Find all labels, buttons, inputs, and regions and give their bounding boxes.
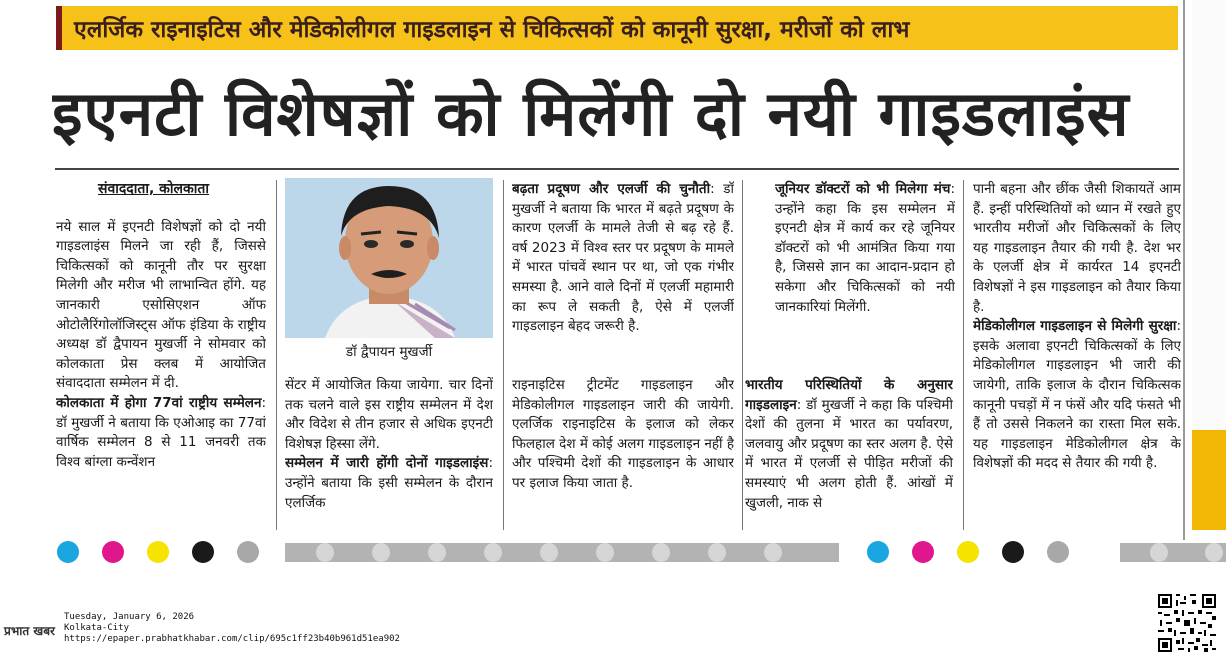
paragraph-text: : उन्होंने कहा कि इस सम्मेलन में इएनटी क्षेत्र में कार्य कर रहे जूनियर डॉक्टरों को भी आमंत्रित किया गया है, जिससे ज्ञान का आदान-प्रदान हो सकेगा और चिकित्सकों को नयी जानकारियां मिलेंगी. <box>775 181 955 315</box>
registration-notch <box>1205 543 1223 562</box>
registration-dot-black <box>192 541 214 563</box>
column-divider <box>963 180 964 530</box>
paragraph <box>745 376 953 513</box>
paragraph-text: : डॉ मुखर्जी ने कहा कि पश्चिमी देशों की तुलना में भारत का पर्यावरण, जलवायु और प्रदूषण का स्तर अलग है. ऐसे में भारत में एलर्जी से पीड़ित मरीजों की समस्याएं भी अलग होती हैं. आंखों में खुजली, नाक से <box>745 396 953 511</box>
paragraph: राइनाइटिस ट्रीटमेंट गाइडलाइन और मेडिकोलीगल गाइडलाइन जारी की जायेगी. एलर्जिक राइनाइटिस के इलाज को लेकर फिलहाल देश में कोई अलग गाइडलाइन नहीं है और पश्चिमी देशों की गाइडलाइन के आधार पर इलाज किया जाता है. <box>512 377 734 491</box>
registration-dot-magenta <box>912 541 934 563</box>
qr-code[interactable] <box>1156 592 1218 654</box>
paragraph: सेंटर में आयोजित किया जायेगा. चार दिनों तक चलने वाले इस राष्ट्रीय सम्मेलन में देश और विदेश से तीन हजार से अधिक इएनटी विशेषज्ञ हिस्सा लेंगे. <box>285 377 493 452</box>
paragraph <box>512 180 734 337</box>
subheading: जूनियर डॉक्टरों को भी मिलेगा मंच <box>775 181 951 197</box>
subheading: सम्मेलन में जारी होंगी दोनों गाइडलाइंस <box>285 455 489 472</box>
registration-notch <box>1150 543 1168 562</box>
registration-notch <box>428 543 446 562</box>
subheading: बढ़ता प्रदूषण और एलर्जी की चुनौती <box>512 181 711 197</box>
registration-notch <box>316 543 334 562</box>
registration-notch <box>708 543 726 562</box>
registration-notch <box>372 543 390 562</box>
paragraph-text: : डॉ मुखर्जी ने बताया कि एओआइ का 77वां वार्षिक सम्मेलन 8 से 11 जनवरी तक विश्व बांग्ला कन्वेंशन <box>56 394 266 470</box>
article-column-4-bottom <box>745 376 953 531</box>
clip-info <box>64 612 400 645</box>
registration-notch <box>540 543 558 562</box>
clip-date: Tuesday, January 6, 2026 <box>64 612 195 622</box>
registration-notch <box>764 543 782 562</box>
registration-dot-cyan <box>867 541 889 563</box>
registration-notch <box>484 543 502 562</box>
article-column-4-top <box>775 180 955 360</box>
article-column-1 <box>56 180 266 530</box>
column-divider <box>276 180 277 530</box>
registration-dot-magenta <box>102 541 124 563</box>
article-column-2 <box>285 376 493 531</box>
paragraph-text: : उन्होंने बताया कि इसी सम्मेलन के दौरान एलर्जिक <box>285 455 493 511</box>
registration-dot-yellow <box>147 541 169 563</box>
column-divider <box>503 180 504 530</box>
adjacent-page-yellow-block <box>1192 430 1226 530</box>
headline-rule <box>55 168 1179 170</box>
article-column-3-top <box>512 180 734 360</box>
subheading: कोलकाता में होगा 77वां राष्ट्रीय सम्मेलन <box>56 394 262 411</box>
page-edge-line <box>1183 0 1185 540</box>
paragraph <box>56 394 266 472</box>
registration-dot-gray <box>237 541 259 563</box>
registration-bar <box>285 543 839 562</box>
subheading: मेडिकोलीगल गाइडलाइन से मिलेगी सुरक्षा <box>973 318 1177 335</box>
registration-notch <box>596 543 614 562</box>
clip-url[interactable]: https://epaper.prabhatkhabar.com/clip/695c1ff23b40b961d51ea902 <box>64 634 400 644</box>
kicker-strap: एलर्जिक राइनाइटिस और मेडिकोलीगल गाइडलाइन से चिकित्सकों को कानूनी सुरक्षा, मरीजों को लाभ <box>56 6 1178 50</box>
paragraph-text: : इसके अलावा इएनटी चिकित्सकों के लिए मेडिकोलीगल गाइडलाइन भी जारी की जायेगी, ताकि इलाज के दौरान चिकित्सक कानूनी पचड़ों में न फंसें और यदि फंसते भी हैं तो उससे निकलने का रास्ता मिल सके. यह गाइडलाइन मेडिकोलीगल क्षेत्र के विशेषज्ञों की मदद से तैयार की गयी है. <box>973 318 1181 472</box>
registration-notch <box>652 543 670 562</box>
registration-dot-black <box>1002 541 1024 563</box>
article-column-3-bottom <box>512 376 734 531</box>
paragraph-text: : डॉ मुखर्जी ने बताया कि भारत में बढ़ते प्रदूषण के कारण एलर्जी के मामले तेजी से बढ़ रहे हैं. वर्ष 2023 में विश्व स्तर पर प्रदूषण के मामले में भारत पांचवें स्थान पर था, जो एक गंभीर समस्या है. आने वाले दिनों में एलर्जी महामारी का रूप ले सकती है, ऐसे में एलर्जी गाइडलाइन बेहद जरूरी है. <box>512 181 734 335</box>
paragraph <box>285 454 493 513</box>
publisher-logo: प्रभात खबर <box>4 624 55 638</box>
registration-dot-gray <box>1047 541 1069 563</box>
headline: इएनटी विशेषज्ञों को मिलेंगी दो नयी गाइडलाइंस <box>52 77 1130 150</box>
kicker-accent-bar <box>56 6 62 50</box>
article-column-5 <box>973 180 1181 530</box>
paragraph <box>775 180 955 317</box>
portrait-illustration <box>285 178 493 338</box>
registration-dot-cyan <box>57 541 79 563</box>
clip-edition: Kolkata-City <box>64 623 130 633</box>
portrait-photo <box>285 178 493 338</box>
paragraph <box>973 317 1181 474</box>
adjacent-page-edge <box>1192 0 1226 430</box>
subheading: भारतीय परिस्थितियों के अनुसार गाइडलाइन <box>745 377 953 413</box>
registration-dot-yellow <box>957 541 979 563</box>
paragraph: पानी बहना और छींक जैसी शिकायतें आम हैं. इन्हीं परिस्थितियों को ध्यान में रखते हुए भारतीय मरीजों और चिकित्सकों के लिए यह गाइडलाइन तैयार की गयी है. देश भर के एलर्जी क्षेत्र में कार्यरत 14 इएनटी विशेषज्ञों ने इस गाइडलाइन को तैयार किया है. <box>973 181 1181 315</box>
paragraph: नये साल में इएनटी विशेषज्ञों को दो नयी गाइडलाइंस मिलने जा रही हैं, जिससे चिकित्सकों को कानूनी तौर पर सुरक्षा मिलेगी और मरीज भी लाभान्वित होंगे. यह जानकारी एसोसिएशन ऑफ ओटोलैरिंगोलॉजिस्ट्स ऑफ इंडिया के राष्ट्रीय अध्यक्ष डॉ द्वैपायन मुखर्जी ने सोमवार को कोलकाता प्रेस क्लब में आयोजित संवाददाता सम्मेलन में दी. <box>56 218 266 392</box>
column-divider <box>742 180 743 530</box>
byline: संवाददाता, कोलकाता <box>98 181 210 197</box>
photo-caption: डॉ द्वैपायन मुखर्जी <box>345 344 433 360</box>
